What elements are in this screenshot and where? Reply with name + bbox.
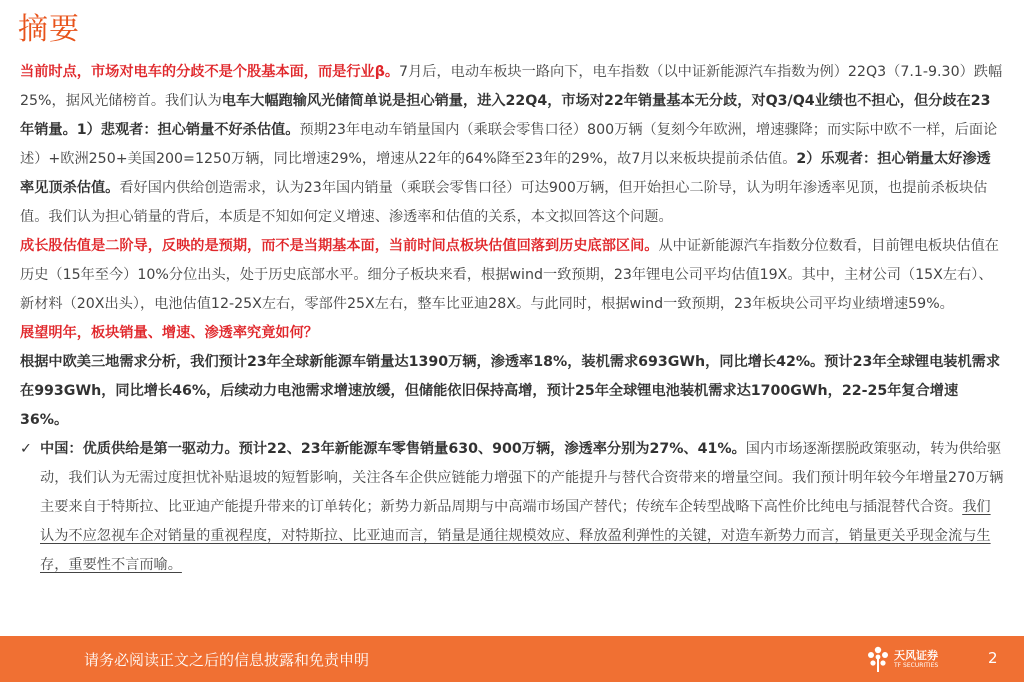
company-logo — [866, 644, 942, 674]
logo-name-cn: 天风证券 — [894, 649, 938, 662]
bullet-china — [20, 435, 1004, 580]
disclaimer-text: 请务必阅读正文之后的信息披露和免责申明 — [84, 651, 370, 669]
body-text: 看好国内供给创造需求，认为23年国内销量（乘联会零售口径）可达900万辆，但开始担心二阶导，认为明年渗透率见顶，也提前杀板块估值。我们认为担心销量的背后，本质是不知如何定义增速、渗透率和估值的关系，本文拟回答这个问题。 — [20, 180, 988, 225]
underlined-text: 我们认为不应忽视车企对销量的重视程度，对特斯拉、比亚迪而言，销量是通往规模效应、释放盈利弹性的关键，对造车新势力而言，销量更关乎现金流与生存，重要性不言而喻。 — [40, 499, 991, 573]
highlight-text: 当前时点，市场对电车的分歧不是个股基本面，而是行业β。 — [20, 64, 400, 80]
paragraph-outlook-heading — [20, 319, 1004, 348]
body-text: 从中证新能源汽车指数分位数看，目前锂电板块估值在历史（15年至今）10%分位出头，处于历史底部水平。细分子板块来看，根据wind一致预期，23年锂电公司平均估值19X。其中，主材公司（15X左右）、新材料（20X出头），电池估值12-25X左右，零部件25X左右，整车比亚迪28X。与此同时，根据wind一致预期，23年板块公司平均业绩增速59%。 — [20, 238, 999, 312]
footer-bar — [0, 636, 1024, 682]
summary-body — [20, 58, 1004, 580]
section-heading: 展望明年，板块销量、增速、渗透率究竟如何？ — [20, 325, 318, 341]
bold-text: 电车大幅跑输风光储简单说是担心销量，进入22Q4，市场对22年销量基本无分歧，对Q3/Q4业绩也不担心，但分歧在23年销量。1）悲观者：担心销量不好杀估值。 — [20, 93, 991, 138]
paragraph-global-forecast — [20, 348, 1004, 435]
page-title: 摘要 — [18, 12, 80, 47]
bold-text: 中国：优质供给是第一驱动力。预计22、23年新能源车零售销量630、900万辆，渗透率分别为27%、41%。 — [40, 441, 746, 457]
bold-text: 2）乐观者：担心销量太好渗透率见顶杀估值。 — [20, 151, 991, 196]
body-text: 国内市场逐渐摆脱政策驱动，转为供给驱动，我们认为无需过度担忧补贴退坡的短暂影响，关注各车企供应链能力增强下的产能提升与替代合资带来的增量空间。我们预计明年较今年增量270万辆主要来自于特斯拉、比亚迪产能提升带来的订单转化；新势力新品周期与中高端市场国产替代；传统车企转型战略下高性价比纯电与插混替代合资。 — [40, 441, 1004, 515]
body-text: 预期23年电动车销量国内（乘联会零售口径）800万辆（复刻今年欧洲，增速骤降；而实际中欧不一样，后面论述）+欧洲250+美国200=1250万辆，同比增速29%，增速从22年的64%降至23年的29%，故7月以来板块提前杀估值。 — [20, 122, 998, 167]
flower-logo-icon — [866, 644, 890, 674]
logo-name-en: TF SECURITIES — [894, 662, 939, 669]
paragraph-valuation — [20, 232, 1004, 319]
body-text: 7月后，电动车板块一路向下，电车指数（以中证新能源汽车指数为例）22Q3（7.1-9.30）跌幅25%，据风光储榜首。我们认为 — [20, 64, 1003, 109]
paragraph-market-view — [20, 58, 1004, 232]
highlight-text: 成长股估值是二阶导，反映的是预期，而不是当期基本面，当前时间点板块估值回落到历史底部区间。 — [20, 238, 659, 254]
bold-text: 根据中欧美三地需求分析，我们预计23年全球新能源车销量达1390万辆，渗透率18%，装机需求693GWh，同比增长42%。预计23年全球锂电装机需求在993GWh，同比增长46%，后续动力电池需求增速放缓，但储能依旧保持高增，预计25年全球锂电池装机需求达1700GWh，22-25年复合增速36%。 — [20, 354, 1001, 428]
page-number: 2 — [988, 649, 998, 667]
checkmark-icon: ✓ — [20, 441, 32, 457]
